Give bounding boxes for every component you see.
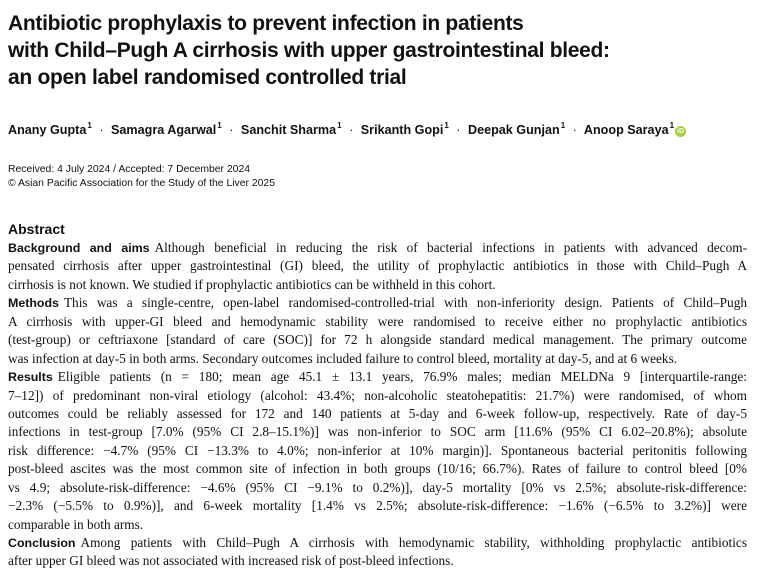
abstract-line: risk difference: −4.7% (95% CI −13.3% to 4.0%; non-inferior at 10% margin)]. Spontaneous bacterial peritonitis following [8, 442, 747, 458]
copyright-notice: © Asian Pacific Association for the Study of the Liver 2025 [8, 178, 275, 189]
abstract-line [8, 239, 747, 257]
affiliation-marker: 1 [217, 121, 222, 130]
author-name: Samagra Agarwal [111, 123, 217, 137]
title-line: with Child–Pugh A cirrhosis with upper gastrointestinal bleed: [8, 39, 610, 62]
abstract-line: was infection at day-5 in both arms. Secondary outcomes included failure to control bleed, mortality at day-5, and at 6 weeks. [8, 350, 678, 366]
abstract-line: pensated cirrhosis after upper gastrointestinal (GI) bleed, the utility of prophylactic antibiotics in those with Child–Pugh A [8, 258, 747, 274]
abstract-body [8, 239, 747, 571]
abstract-line: −2.3% (−5.5% to 0.9%)], and 6-week mortality [1.4% vs 2.5%; absolute-risk-difference: −1.6% (−6.5% to 3.2%)] were [8, 498, 747, 514]
affiliation-marker: 1 [669, 121, 675, 130]
abstract-line: cirrhosis is not known. We studied if prophylactic antibiotics can be withheld in this cohort. [8, 276, 496, 292]
author-separator: · [572, 123, 577, 137]
author-list [8, 118, 686, 138]
article-metadata [8, 163, 275, 191]
abstract-line: after upper GI bleed was not associated with increased risk of post-bleed infections. [8, 553, 454, 569]
section-label-conclusion: Conclusion [8, 536, 76, 550]
abstract-line [8, 368, 747, 386]
abstract-line: 7–12]) of predominant non-viral etiology (alcohol: 43.4%; non-alcoholic steatohepatitis: 21.7%) were randomised, of whom [8, 387, 747, 403]
abstract-line: infections in test-group [7.0% (95% CI 2.8–15.1%)] was non-inferior to SOC arm [11.6% (95% CI 6.02–20.8%); absolute [8, 424, 747, 440]
author-separator: · [456, 123, 461, 137]
author-separator: · [229, 123, 234, 137]
abstract-line [8, 294, 747, 312]
affiliation-marker: 1 [444, 121, 449, 130]
section-text: This was a single-centre, open-label randomised-controlled-trial with non-inferiority design. Patients of Child–Pugh [63, 295, 747, 311]
section-label-results: Results [8, 370, 53, 385]
orcid-icon[interactable]: iD [677, 128, 685, 135]
affiliation-marker: 1 [337, 121, 342, 130]
author-name: Sanchit Sharma [240, 123, 337, 137]
section-text: Among patients with Child–Pugh A cirrhosis with hemodynamic stability, withholding prophylactic antibiotics [80, 535, 747, 550]
title-line: Antibiotic prophylaxis to prevent infection in patients [8, 12, 524, 35]
abstract-line: comparable in both arms. [8, 516, 144, 532]
section-text: Eligible patients (n = 180; mean age 45.1 ± 13.1 years, 76.9% males; median MELDNa 9 [interquartile-range: [57, 369, 747, 385]
affiliation-marker: 1 [560, 121, 566, 130]
abstract-line: outcomes could be reliably assessed for 172 and 140 patients at 5-day and 6-week follow-up, respectively. Rate of day-5 [8, 405, 747, 421]
section-label-methods: Methods [8, 296, 59, 311]
author-separator: · [99, 123, 104, 137]
author-name: Anoop Saraya [583, 123, 669, 137]
section-text: Although beneficial in reducing the risk of bacterial infections in patients with advanced decom- [154, 240, 747, 255]
title-line: an open label randomised controlled trial [8, 66, 407, 89]
abstract-line [8, 534, 747, 552]
article-title [8, 10, 748, 91]
section-label-background: Background and aims [8, 241, 150, 255]
abstract-line: (test-group) or ceftriaxone [standard of care (SOC)] for 72 h alongside standard medical management. The primary outcome [8, 332, 747, 348]
author-name: Deepak Gunjan [468, 123, 560, 137]
abstract-heading: Abstract [8, 221, 65, 237]
abstract-line: post-bleed ascites was the most common site of infection in both groups (10/16; 66.7%). Rates of failure to control bleed [0% [8, 461, 747, 477]
abstract-line: A cirrhosis with upper-GI bleed and hemodynamic stability were randomised to receive either no prophylactic antibiotics [8, 313, 747, 329]
abstract-line: vs 4.9; absolute-risk-difference: −4.6% (95% CI −9.1% to 0.2%)], day-5 mortality [0% vs 2.5%; absolute-risk-difference: [8, 479, 747, 495]
affiliation-marker: 1 [87, 121, 92, 130]
author-name: Anany Gupta [8, 123, 87, 137]
received-accepted-dates: Received: 4 July 2024 / Accepted: 7 December 2024 [8, 164, 251, 175]
author-separator: · [349, 123, 354, 137]
author-name: Srikanth Gopi [360, 123, 444, 137]
